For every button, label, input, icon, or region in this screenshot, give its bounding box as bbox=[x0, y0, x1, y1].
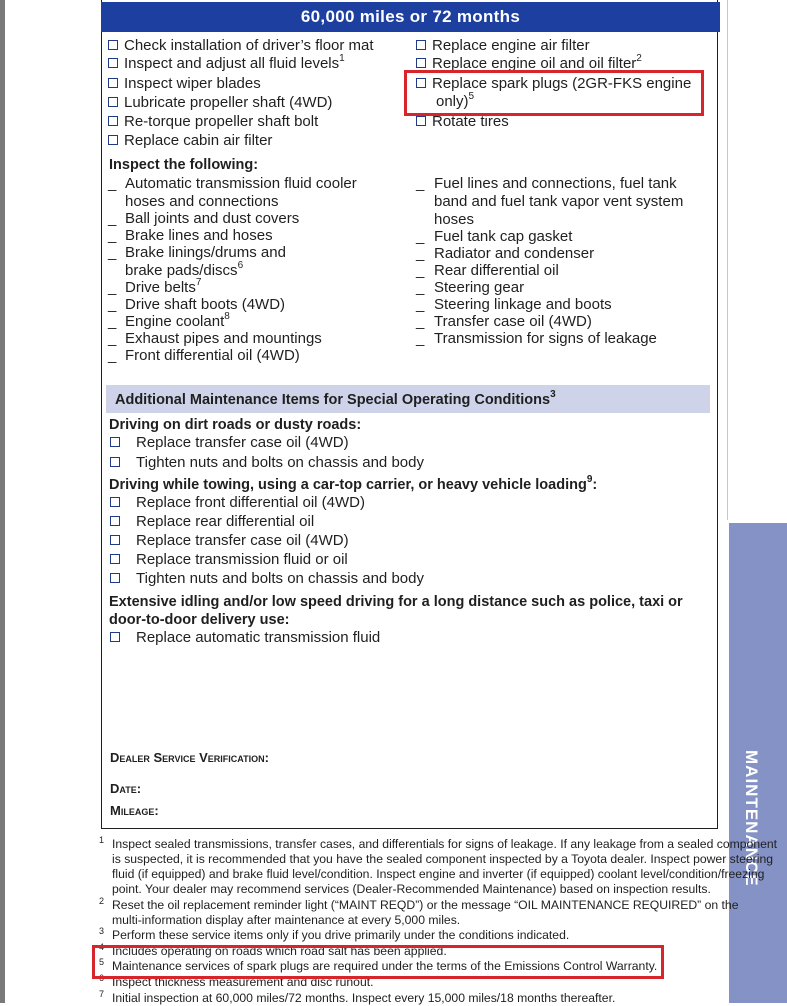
inspect-bullet: _ bbox=[416, 228, 425, 245]
footnote-ref: 8 bbox=[224, 311, 230, 322]
inspect-item-text: Transfer case oil (4WD) bbox=[434, 313, 592, 330]
checkbox[interactable] bbox=[108, 58, 118, 68]
special-conditions-heading: Additional Maintenance Items for Special Operating Conditions$^3$ bbox=[106, 385, 710, 413]
checkbox[interactable] bbox=[110, 535, 120, 545]
inspect-bullet: _ bbox=[108, 175, 117, 192]
inspect-item-text: Automatic transmission fluid cooler bbox=[125, 175, 357, 192]
inspect-bullet: _ bbox=[416, 296, 425, 313]
checkbox[interactable] bbox=[108, 97, 118, 107]
footnote-number: 7 bbox=[99, 988, 105, 999]
footnote-ref: 7 bbox=[195, 277, 202, 288]
footnote-text: Maintenance services of spark plugs are required under the terms of the Emissions Control Warranty. bbox=[112, 959, 658, 974]
inspect-item-line bbox=[434, 313, 592, 331]
inspect-item-line bbox=[434, 262, 559, 280]
checkbox[interactable] bbox=[110, 516, 120, 526]
inspect-item-line bbox=[434, 296, 612, 314]
checklist-item[interactable]: Inspect wiper blades bbox=[108, 75, 261, 93]
inspect-item-line bbox=[434, 330, 657, 348]
checklist-item[interactable]: Lubricate propeller shaft (4WD) bbox=[108, 94, 332, 112]
checklist-item[interactable]: Tighten nuts and bolts on chassis and body bbox=[110, 570, 424, 588]
footnote-text: point. Your dealer may recommend services (Dealer-Recommended Maintenance) based on inspection results. bbox=[112, 882, 711, 896]
footnote-text: multi-information display after maintenance at every 5,000 miles. bbox=[112, 912, 461, 927]
inspect-heading: Inspect the following: bbox=[109, 157, 259, 173]
checklist-item[interactable]: Re-torque propeller shaft bolt bbox=[108, 113, 318, 131]
inspect-item-text: brake pads/discs bbox=[125, 262, 238, 279]
footnote-number: 3 bbox=[99, 926, 105, 937]
checklist-item[interactable]: Replace front differential oil (4WD) bbox=[110, 494, 365, 512]
inspect-bullet: _ bbox=[108, 244, 117, 261]
inspect-item-text: Drive shaft boots (4WD) bbox=[125, 296, 286, 313]
date-label: Date: bbox=[110, 781, 142, 796]
highlight-box-footnote-5 bbox=[92, 945, 664, 979]
footnote-text: Inspect thickness measurement and disc runout. bbox=[112, 975, 374, 989]
inspect-item-line bbox=[434, 228, 572, 246]
page-margin-rule bbox=[727, 0, 728, 520]
checklist-item[interactable]: Replace cabin air filter bbox=[108, 132, 272, 150]
interval-header: 60,000 miles or 72 months bbox=[101, 2, 720, 32]
inspect-item-line bbox=[125, 210, 299, 228]
inspect-item-text: Engine coolant bbox=[125, 313, 225, 330]
inspect-item-line bbox=[125, 244, 286, 262]
checkbox[interactable] bbox=[110, 437, 120, 447]
inspect-item-line bbox=[125, 279, 201, 297]
idling-heading-continuation: door-to-door delivery use: bbox=[109, 612, 290, 628]
footnote-number: 4 bbox=[99, 941, 105, 952]
inspect-item-line bbox=[125, 313, 230, 331]
inspect-item-text: hoses bbox=[434, 211, 475, 228]
inspect-item-line bbox=[434, 175, 677, 193]
checkbox[interactable] bbox=[110, 573, 120, 583]
footnote-text: is suspected, it is recommended that you have the sealed component inspected by a Toyota dealer. Inspect power steering bbox=[112, 852, 774, 866]
checkbox[interactable] bbox=[108, 78, 118, 88]
inspect-bullet: _ bbox=[108, 227, 117, 244]
inspect-bullet: _ bbox=[108, 347, 117, 364]
inspect-bullet: _ bbox=[108, 296, 117, 313]
checklist-item[interactable]: Inspect and adjust all fluid levels$^1$ bbox=[108, 55, 345, 73]
inspect-item-line bbox=[125, 296, 285, 314]
footnote-ref: 6 bbox=[237, 260, 244, 271]
inspect-bullet: _ bbox=[108, 313, 117, 330]
checkbox[interactable] bbox=[110, 632, 120, 642]
checkbox[interactable] bbox=[416, 40, 426, 50]
checkbox[interactable] bbox=[416, 58, 426, 68]
footnote-text: Initial inspection at 60,000 miles/72 months. Inspect every 15,000 miles/18 months thereafter. bbox=[112, 990, 616, 1005]
checklist-item[interactable]: Check installation of driver’s floor mat bbox=[108, 37, 374, 55]
inspect-item-line bbox=[125, 227, 273, 245]
inspect-bullet: _ bbox=[416, 313, 425, 330]
checklist-item[interactable]: Replace engine oil and oil filter$^2$ bbox=[416, 55, 642, 73]
dirt-roads-heading: Driving on dirt roads or dusty roads: bbox=[109, 417, 362, 433]
checklist-item[interactable]: Replace transmission fluid or oil bbox=[110, 551, 348, 569]
inspect-item-text: band and fuel tank vapor vent system bbox=[434, 193, 684, 210]
inspect-item-text: Front differential oil (4WD) bbox=[125, 347, 300, 364]
inspect-item-line bbox=[434, 211, 474, 229]
inspect-bullet: _ bbox=[416, 245, 425, 262]
idling-heading: Extensive idling and/or low speed driving for a long distance such as police, taxi or bbox=[109, 594, 683, 610]
inspect-item-text: Ball joints and dust covers bbox=[125, 210, 300, 227]
footnote-text: Perform these service items only if you drive primarily under the conditions indicated. bbox=[112, 928, 570, 943]
inspect-item-text: Fuel tank cap gasket bbox=[434, 228, 573, 245]
footnote-number: 2 bbox=[99, 895, 105, 906]
inspect-bullet: _ bbox=[416, 279, 425, 296]
footnote-number: 1 bbox=[99, 835, 105, 845]
inspect-bullet: _ bbox=[416, 175, 425, 192]
inspect-item-text: Brake lines and hoses bbox=[125, 227, 273, 244]
inspect-item-text: Steering linkage and boots bbox=[434, 296, 612, 313]
checklist-item[interactable]: Replace engine air filter bbox=[416, 37, 590, 55]
footnote-number: 5 bbox=[99, 957, 105, 968]
inspect-item-text: Exhaust pipes and mountings bbox=[125, 330, 322, 347]
inspect-item-text: Transmission for signs of leakage bbox=[434, 330, 657, 347]
footnote-number: 6 bbox=[99, 973, 105, 983]
checkbox[interactable] bbox=[110, 457, 120, 467]
inspect-bullet: _ bbox=[416, 262, 425, 279]
inspect-bullet: _ bbox=[108, 330, 117, 347]
checklist-item[interactable]: Replace automatic transmission fluid bbox=[110, 629, 380, 647]
inspect-item-line bbox=[434, 193, 683, 211]
towing-heading: Driving while towing, using a car-top carrier, or heavy vehicle loading$^9$: bbox=[109, 474, 598, 493]
dealer-verification-label: Dealer Service Verification: bbox=[110, 750, 269, 765]
footnote-text: fluid (if equipped) and brake fluid level/condition. Inspect engine and inverter (if equipped) coolant level/condition/freezing bbox=[112, 867, 765, 881]
inspect-item-line bbox=[125, 347, 300, 365]
highlight-box-spark-plugs bbox=[404, 70, 704, 116]
inspect-item-line bbox=[125, 262, 243, 280]
checkbox[interactable] bbox=[416, 116, 426, 126]
inspect-item-line bbox=[125, 330, 322, 348]
checkbox[interactable] bbox=[110, 554, 120, 564]
inspect-item-line bbox=[125, 175, 357, 193]
side-tab-label: MAINTENANCE bbox=[742, 750, 761, 887]
inspect-item-line bbox=[434, 245, 594, 263]
checkbox[interactable] bbox=[108, 40, 118, 50]
inspect-bullet: _ bbox=[416, 330, 425, 347]
checkbox[interactable] bbox=[108, 116, 118, 126]
inspect-item-text: Rear differential oil bbox=[434, 262, 559, 279]
footnote-text: Inspect sealed transmissions, transfer cases, and differentials for signs of leakage. If any leakage from a sealed component bbox=[112, 837, 778, 851]
checklist-item[interactable]: Replace transfer case oil (4WD) bbox=[110, 434, 349, 452]
inspect-item-text: Fuel lines and connections, fuel tank bbox=[434, 175, 677, 192]
inspect-item-line bbox=[434, 279, 524, 297]
checklist-item-continuation: only)$^5$ bbox=[436, 91, 475, 110]
checklist-item[interactable]: Replace rear differential oil bbox=[110, 513, 314, 531]
checklist-item-spark-plugs[interactable]: Replace spark plugs (2GR-FKS engine bbox=[416, 75, 691, 93]
checklist-item[interactable]: Rotate tires bbox=[416, 113, 509, 131]
checklist-item[interactable]: Tighten nuts and bolts on chassis and body bbox=[110, 454, 424, 472]
inspect-item-text: Steering gear bbox=[434, 279, 525, 296]
inspect-item-text: Radiator and condenser bbox=[434, 245, 595, 262]
inspect-item-line bbox=[125, 193, 278, 211]
inspect-item-text: hoses and connections bbox=[125, 193, 279, 210]
inspect-bullet: _ bbox=[108, 279, 117, 296]
footnote-text: Includes operating on roads which road salt has been applied. bbox=[112, 943, 447, 958]
checkbox[interactable] bbox=[108, 135, 118, 145]
checkbox[interactable] bbox=[110, 497, 120, 507]
checklist-item[interactable]: Replace transfer case oil (4WD) bbox=[110, 532, 349, 550]
footnote-text: Reset the oil replacement reminder light (“MAINT REQD”) or the message “OIL MAINTENANCE REQUIRED” on the bbox=[112, 897, 739, 912]
inspect-bullet: _ bbox=[108, 210, 117, 227]
mileage-label: Mileage: bbox=[110, 803, 159, 818]
inspect-item-text: Drive belts bbox=[125, 279, 196, 296]
page-edge-bar bbox=[0, 0, 5, 1003]
inspect-item-text: Brake linings/drums and bbox=[125, 244, 286, 261]
